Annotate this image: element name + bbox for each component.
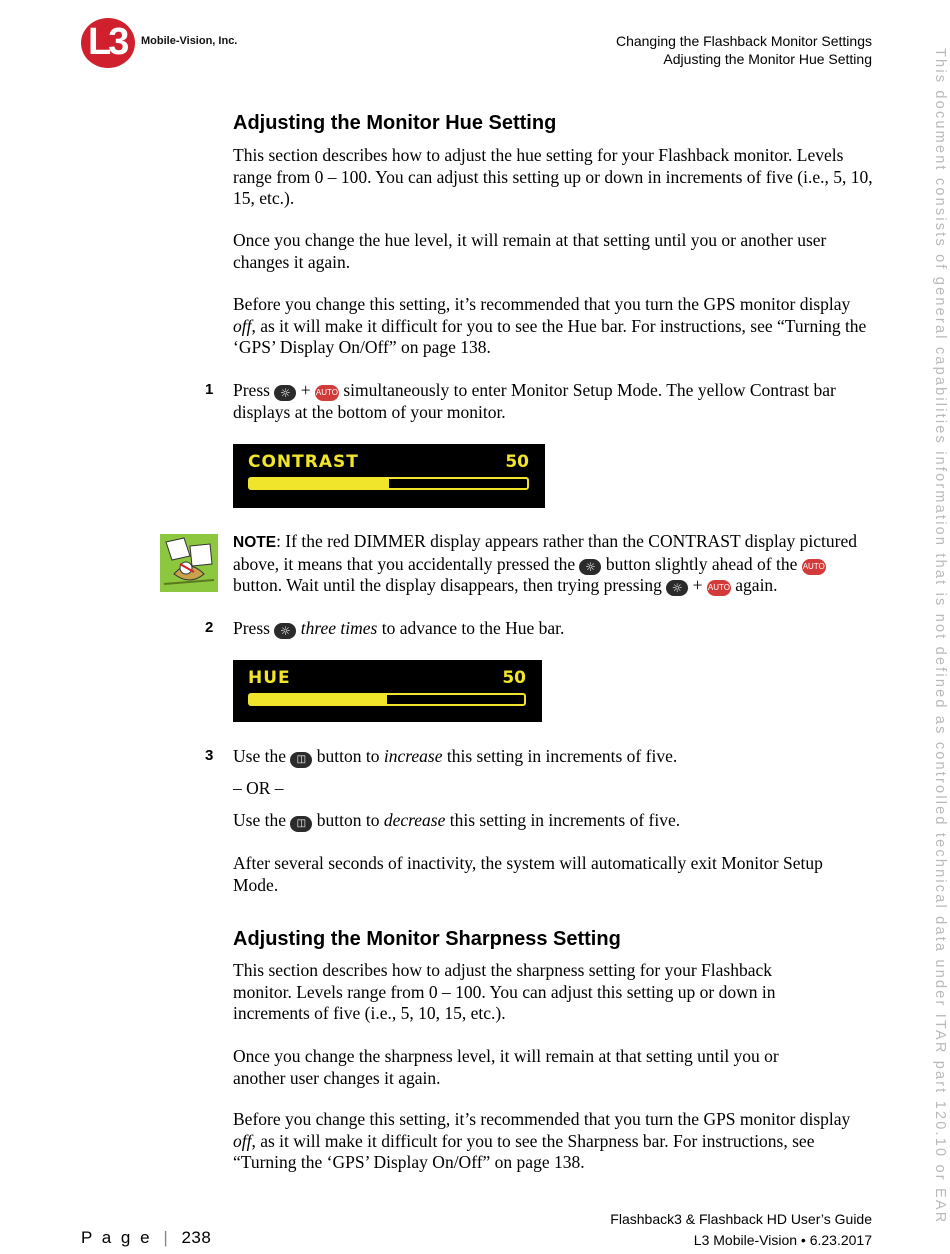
monitor-button-icon: ◫ <box>290 816 312 832</box>
contrast-bar-label: CONTRAST <box>248 452 359 472</box>
l3-logo-mark: L3 <box>88 21 127 63</box>
brightness-button-icon: ☼ <box>579 559 601 575</box>
brightness-button-icon: ☼ <box>274 623 296 639</box>
hue-persist-paragraph: Once you change the hue level, it will remain at that setting until you or another user changes it again. <box>233 230 827 272</box>
header-section: Adjusting the Monitor Hue Setting <box>663 51 872 67</box>
note-paragraph: NOTE: If the red DIMMER display appears rather than the CONTRAST display pictured above, it means that you accidentally pressed the ☼ button slightly ahead of the AUTO button. Wait until the display disappears, then trying pressing ☼ + AUTO again. <box>233 531 857 595</box>
footer-guide-title: Flashback3 & Flashback HD User’s Guide <box>610 1211 872 1227</box>
step-1-text: Press ☼ + AUTO simultaneously to enter Monitor Setup Mode. The yellow Contrast bar displays at the bottom of your monitor. <box>233 380 836 422</box>
auto-button-icon: AUTO <box>707 580 731 596</box>
hue-bar-fill <box>250 695 387 704</box>
step-number-2: 2 <box>205 619 214 636</box>
sharpness-intro-paragraph: This section describes how to adjust the sharpness setting for your Flashback monitor. Levels range from 0 – 100. You can adjust this setting up or down in increments of five (i.e., 5, 10, 15, etc.). <box>233 960 776 1023</box>
sharpness-persist-paragraph: Once you change the sharpness level, it will remain at that setting until you or another user changes it again. <box>233 1046 779 1088</box>
page-number: P a g e | 238 <box>81 1228 212 1247</box>
step-2-text: Press ☼ three times to advance to the Hue bar. <box>233 618 565 638</box>
sharpness-section-title: Adjusting the Monitor Sharpness Setting <box>233 928 621 950</box>
brightness-button-icon: ☼ <box>274 385 296 401</box>
step-number-3: 3 <box>205 747 214 764</box>
hue-bar-label: HUE <box>248 668 291 688</box>
itar-notice <box>930 48 950 1228</box>
or-separator: – OR – <box>233 778 284 798</box>
step-3-decrease-text: Use the ◫ button to decrease this setting in increments of five. <box>233 810 681 830</box>
hue-bar-display <box>233 660 542 722</box>
auto-button-icon: AUTO <box>315 385 339 401</box>
itar-notice-text: This document consists of general capabilities information that is not defined as controlled technical data under ITAR part 120.10 or EAR <box>932 48 948 1225</box>
sharpness-gps-paragraph: Before you change this setting, it’s recommended that you turn the GPS monitor display off, as it will make it difficult for you to see the Sharpness bar. For instructions, see “Turning the ‘GPS’ Display On/Off” on page 138. <box>233 1109 851 1172</box>
contrast-bar-value: 50 <box>505 452 529 472</box>
footer-date: L3 Mobile-Vision • 6.23.2017 <box>693 1232 872 1248</box>
contrast-bar-fill <box>250 479 389 488</box>
company-name: Mobile-Vision, Inc. <box>141 35 238 47</box>
hue-section-title: Adjusting the Monitor Hue Setting <box>233 112 557 134</box>
hue-gps-paragraph: Before you change this setting, it’s recommended that you turn the GPS monitor display off, as it will make it difficult for you to see the Hue bar. For instructions, see “Turning the ‘GPS’ Display On/Off” on page 138. <box>233 294 867 357</box>
hue-bar-track <box>248 693 526 706</box>
hue-intro-paragraph: This section describes how to adjust the hue setting for your Flashback monitor. Levels range from 0 – 100. You can adjust this setting up or down in increments of five (i.e., 5, 10, 15, etc.). <box>233 145 873 208</box>
hue-bar-value: 50 <box>502 668 526 688</box>
contrast-bar-display <box>233 444 545 508</box>
auto-exit-paragraph: After several seconds of inactivity, the system will automatically exit Monitor Setup Mode. <box>233 853 823 895</box>
header-chapter: Changing the Flashback Monitor Settings <box>615 33 872 49</box>
auto-button-icon: AUTO <box>802 559 826 575</box>
monitor-button-icon: ◫ <box>290 752 312 768</box>
step-number-1: 1 <box>205 381 214 398</box>
contrast-bar-track <box>248 477 529 490</box>
note-icon <box>160 534 218 592</box>
brightness-button-icon: ☼ <box>666 580 688 596</box>
step-3-increase-text: Use the ◫ button to increase this setting in increments of five. <box>233 746 678 766</box>
